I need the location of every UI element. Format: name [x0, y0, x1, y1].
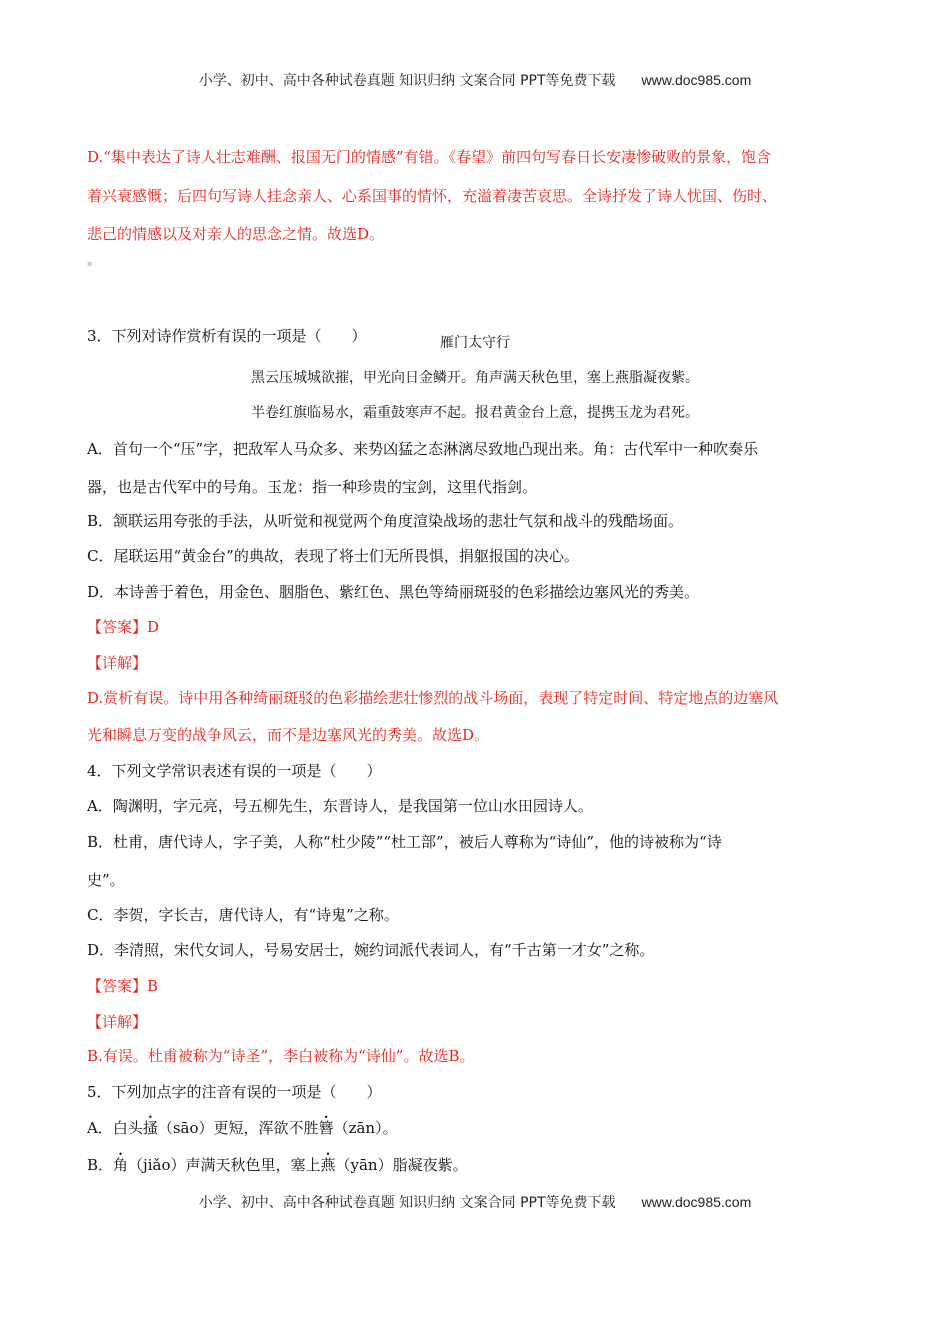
- q2-explanation-line-1: D.“集中表达了诗人壮志难酬、报国无门的情感”有错。《春望》前四句写春日长安凄惨破败的景象，饱含: [87, 148, 772, 166]
- q4-option-b-cont: 史”。: [87, 871, 125, 889]
- option-text: （jiǎo）声满天秋色里，塞上: [128, 1156, 321, 1174]
- footer-text: 小学、初中、高中各种试卷真题 知识归纳 文案合同 PPT等免费下载: [198, 1195, 616, 1211]
- answer-label: 【答案】: [87, 618, 148, 636]
- dotted-char: 搔: [142, 1119, 158, 1137]
- q3-option-d: D．本诗善于着色，用金色、胭脂色、紫红色、黑色等绮丽斑驳的色彩描绘边塞风光的秀美。: [87, 583, 700, 601]
- q2-explanation-line-2: 着兴衰感慨；后四句写诗人挂念亲人、心系国事的情怀，充溢着凄苦哀思。全诗抒发了诗人忧国、伤时、: [87, 187, 778, 205]
- q5-option-a: [87, 1118, 867, 1138]
- q4-option-c: C．李贺，字长吉，唐代诗人，有“诗鬼”之称。: [87, 906, 399, 924]
- option-text: （sāo）更短，浑欲不胜: [157, 1119, 319, 1137]
- page-footer: [0, 1192, 950, 1212]
- q3-explanation-line-2: 光和瞬息万变的战争风云，而不是边塞风光的秀美。故选D。: [87, 726, 490, 744]
- q3-option-b: B．颔联运用夸张的手法，从听觉和视觉两个角度渲染战场的悲壮气氛和战斗的残酷场面。: [87, 512, 684, 530]
- answer-value: B: [147, 977, 159, 995]
- q5-stem: 5．下列加点字的注音有误的一项是（ ）: [87, 1083, 382, 1101]
- answer-label: 【答案】: [87, 977, 148, 995]
- q3-answer: [87, 617, 867, 637]
- option-text: （yān）脂凝夜紫。: [335, 1156, 468, 1174]
- q3-option-a: A．首句一个“压”字，把敌军人马众多、来势凶猛之态淋漓尽致地凸现出来。角：古代军中一种吹奏乐: [87, 440, 759, 458]
- page-header: [0, 70, 950, 90]
- q4-option-b: B．杜甫，唐代诗人，字子美，人称“杜少陵”“杜工部”，被后人尊称为“诗仙”，他的诗被称为“诗: [87, 833, 722, 851]
- q4-explanation: B.有误。杜甫被称为“诗圣”，李白被称为“诗仙”。故选B。: [87, 1047, 475, 1065]
- paragraph-mark: ▪: [87, 259, 93, 268]
- poem-line-1: 黑云压城城欲摧，甲光向日金鳞开。角声满天秋色里，塞上燕脂凝夜紫。: [251, 370, 699, 386]
- poem-line-2: 半卷红旗临易水，霜重鼓寒声不起。报君黄金台上意，提携玉龙为君死。: [251, 405, 699, 421]
- q4-stem: 4．下列文学常识表述有误的一项是（ ）: [87, 762, 382, 780]
- q3-stem: 3．下列对诗作赏析有误的一项是（ ）: [87, 327, 367, 345]
- dotted-char: 角: [113, 1156, 129, 1174]
- q4-detail-label: 【详解】: [87, 1013, 148, 1031]
- q5-option-b: [87, 1155, 867, 1175]
- q4-answer: [87, 976, 867, 996]
- header-url[interactable]: www.doc985.com: [641, 72, 752, 88]
- header-text: 小学、初中、高中各种试卷真题 知识归纳 文案合同 PPT等免费下载: [198, 73, 616, 89]
- option-text: B．: [87, 1156, 114, 1174]
- q3-option-c: C．尾联运用“黄金台”的典故，表现了将士们无所畏惧，捐躯报国的决心。: [87, 547, 579, 565]
- q3-detail-label: 【详解】: [87, 654, 148, 672]
- q3-explanation-line-1: D.赏析有误。诗中用各种绮丽斑驳的色彩描绘悲壮惨烈的战斗场面，表现了特定时间、特定地点的边塞风: [87, 689, 779, 707]
- q2-explanation-line-3: 悲己的情感以及对亲人的思念之情。故选D。: [87, 225, 385, 243]
- q4-option-d: D．李清照，宋代女词人，号易安居士，婉约词派代表词人，有“千古第一才女”之称。: [87, 941, 655, 959]
- footer-url[interactable]: www.doc985.com: [641, 1194, 752, 1210]
- option-text: （zān）。: [333, 1119, 398, 1137]
- poem-title: 雁门太守行: [440, 335, 510, 351]
- q3-option-a-cont: 器，也是古代军中的号角。玉龙：指一种珍贵的宝剑，这里代指剑。: [87, 478, 538, 496]
- q4-option-a: A．陶渊明，字元亮，号五柳先生，东晋诗人，是我国第一位山水田园诗人。: [87, 797, 593, 815]
- dotted-char: 燕: [320, 1156, 336, 1174]
- answer-value: D: [147, 618, 160, 636]
- option-text: A．白头: [87, 1119, 143, 1137]
- dotted-char: 簪: [318, 1119, 334, 1137]
